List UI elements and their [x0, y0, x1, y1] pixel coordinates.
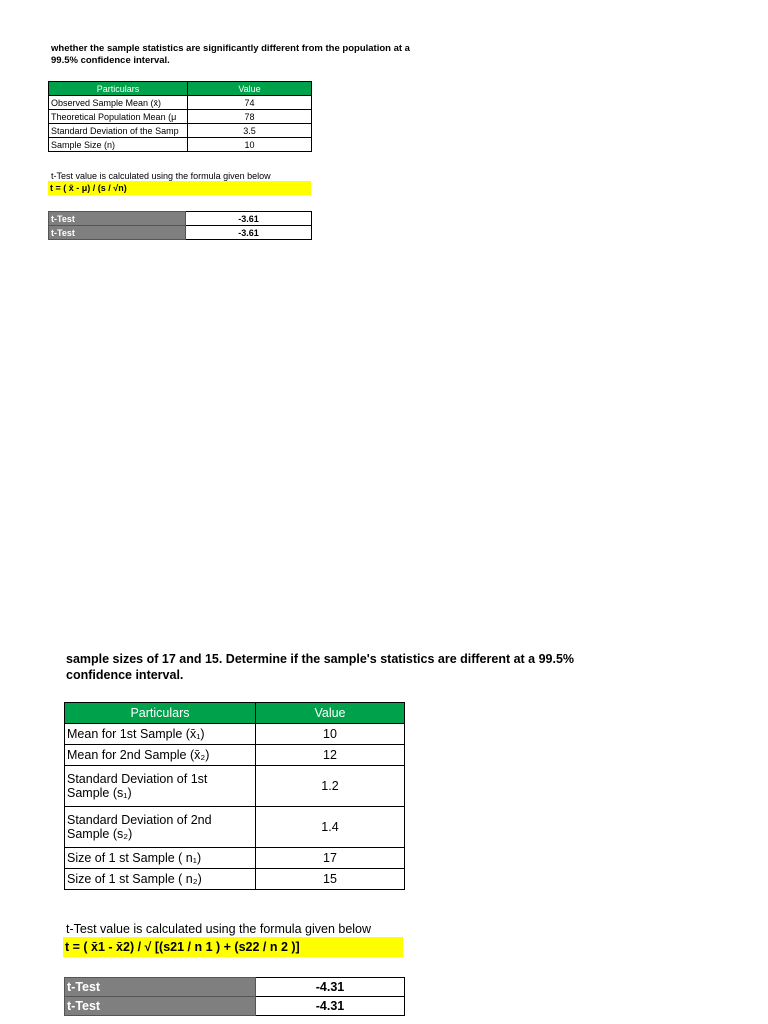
- row-value: 78: [188, 110, 312, 124]
- row-label: Mean for 1st Sample (x̄₁): [65, 724, 256, 745]
- section2-ttest-table: [64, 977, 405, 1016]
- table-row: [49, 96, 312, 110]
- table-row: [65, 807, 405, 848]
- row-value: 74: [188, 96, 312, 110]
- row-label: Size of 1 st Sample ( n₁): [65, 848, 256, 869]
- row-value: 1.4: [256, 807, 405, 848]
- row-value: 1.2: [256, 766, 405, 807]
- row-label: Mean for 2nd Sample (x̄₂): [65, 745, 256, 766]
- header-value: Value: [188, 82, 312, 96]
- ttest-value: -4.31: [256, 978, 405, 997]
- table-row: [65, 745, 405, 766]
- table-header-row: [49, 82, 312, 96]
- header-value: Value: [256, 703, 405, 724]
- section2-particulars-table: [64, 702, 405, 890]
- row-value: 17: [256, 848, 405, 869]
- table-row: [65, 978, 405, 997]
- section1-ttest-table: [48, 211, 312, 240]
- row-value: 10: [256, 724, 405, 745]
- ttest-label: t-Test: [65, 978, 256, 997]
- ttest-value: -4.31: [256, 997, 405, 1016]
- ttest-value: -3.61: [186, 226, 312, 240]
- table-row: [65, 869, 405, 890]
- header-particulars: Particulars: [49, 82, 188, 96]
- row-value: 12: [256, 745, 405, 766]
- ttest-label: t-Test: [49, 226, 186, 240]
- table-row: [49, 226, 312, 240]
- ttest-label: t-Test: [65, 997, 256, 1016]
- section1-particulars-table: [48, 81, 312, 152]
- section1-intro: whether the sample statistics are significantly different from the population at a 99.5% confidence interval.: [51, 43, 410, 66]
- section1-formula-note: t-Test value is calculated using the formula given below: [51, 171, 271, 181]
- table-row: [65, 997, 405, 1016]
- table-row: [65, 766, 405, 807]
- table-row: [49, 212, 312, 226]
- section2-intro: sample sizes of 17 and 15. Determine if the sample's statistics are different at a 99.5% confidence interval.: [66, 652, 575, 682]
- row-label: Theoretical Population Mean (μ: [49, 110, 188, 124]
- table-row: [49, 138, 312, 152]
- section1-formula: t = ( x̄ - μ) / (s / √n): [48, 181, 311, 195]
- section2-formula-note: t-Test value is calculated using the formula given below: [66, 922, 372, 936]
- table-header-row: [65, 703, 405, 724]
- row-label: Standard Deviation of 2nd Sample (s₂): [65, 807, 256, 848]
- header-particulars: Particulars: [65, 703, 256, 724]
- row-label: Size of 1 st Sample ( n₂): [65, 869, 256, 890]
- table-row: [65, 848, 405, 869]
- row-label: Sample Size (n): [49, 138, 188, 152]
- table-row: [49, 124, 312, 138]
- section2-formula: t = ( x̄1 - x̄2) / √ [(s21 / n 1 ) + (s22 / n 2 )]: [63, 937, 403, 957]
- row-label: Standard Deviation of the Samp: [49, 124, 188, 138]
- ttest-value: -3.61: [186, 212, 312, 226]
- row-value: 3.5: [188, 124, 312, 138]
- row-value: 10: [188, 138, 312, 152]
- row-value: 15: [256, 869, 405, 890]
- row-label: Observed Sample Mean (x̄): [49, 96, 188, 110]
- table-row: [65, 724, 405, 745]
- table-row: [49, 110, 312, 124]
- ttest-label: t-Test: [49, 212, 186, 226]
- row-label: Standard Deviation of 1st Sample (s₁): [65, 766, 256, 807]
